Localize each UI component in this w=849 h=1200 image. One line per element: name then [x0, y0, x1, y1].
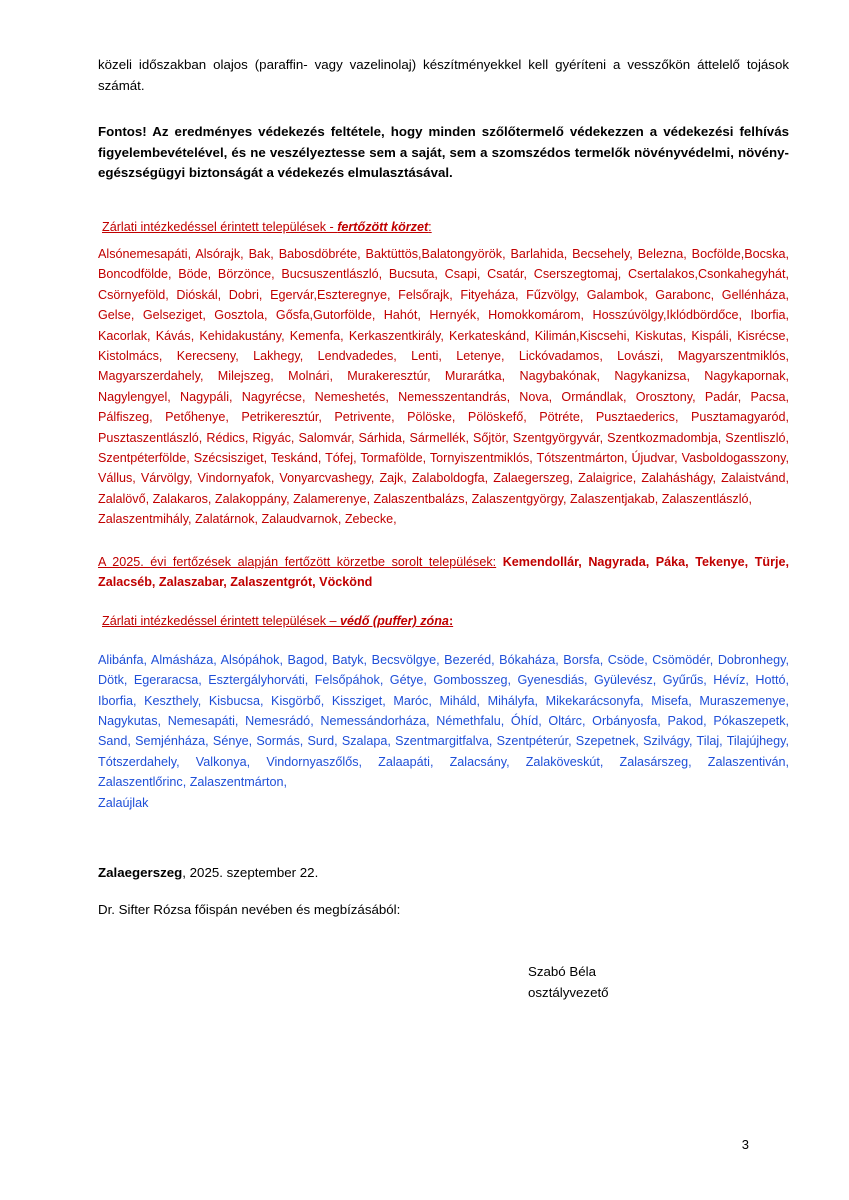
spacer	[98, 880, 789, 902]
spacer	[98, 843, 789, 865]
buffer-heading-emphasis: védő (puffer) zóna	[340, 613, 449, 628]
section-heading-buffer-zone	[98, 614, 789, 628]
settlement-list-infected-body: Alsónemesapáti, Alsórajk, Bak, Babosdöbréte, Baktüttös,Balatongyörök, Barlahida, Becsehely, Belezna, Bocfölde,Bocska, Boncodfölde, Böde, Börzönce, Bucsuszentlászló, Bucsuta, Csapi, Csatár, Cserszegtomaj, Csertalakos,Csonkahegyhát, Csörnyeföld, Dióskál, Dobri, Egervár,Eszteregnye, Felsőrajk, Fityeháza, Fűzvölgy, Galambok, Garabonc, Gellénháza, Gelse, Gelseziget, Gosztola, Gősfa,Gutorfölde, Hahót, Hernyék, Homokkomárom, Hosszúvölgy,Iklódbördőce, Iborfia, Kacorlak, Kávás, Kehidakustány, Kemenfa, Kerkaszentkirály, Kerkateskánd, Kilimán,Kiscsehi, Kiskutas, Kispáli, Kisrécse, Kistolmács, Kerecseny, Lakhegy, Lendvadedes, Lenti, Letenye, Lickóvadamos, Lovászi, Magyarszentmiklós, Magyarszerdahely, Milejszeg, Molnári, Murakeresztúr, Murarátka, Nagybakónak, Nagykanizsa, Nagykapornak, Nagylengyel, Nagypáli, Nagyrécse, Nemeshetés, Nemesszentandrás, Nova, Ormándlak, Orosztony, Padár, Pacsa, Pálfiszeg, Petőhenye, Petrikeresztúr, Petrivente, Pölöske, Pölöskefő, Pötréte, Pusztaederics, Pusztamagyaród, Pusztaszentlászló, Rédics, Rigyác, Salomvár, Sárhida, Sármellék, Sőjtör, Szentgyörgyvár, Szentkozmadombja, Szentliszló, Szentpéterfölde, Szécsisziget, Teskánd, Tófej, Tormafölde, Tornyiszentmiklós, Tótszentmárton, Újudvar, Vasboldogasszony, Vállus, Várvölgy, Vindornyafok, Vonyarcvashegy, Zajk, Zalaboldogfa, Zalaegerszeg, Zalaigrice, Zalaháshágy, Zalaistvánd, Zalalövő, Zalakaros, Zalakoppány, Zalamerenye, Zalaszentbalázs, Zalaszentgyörgy, Zalaszentjakab, Zalaszentlászló,	[98, 247, 789, 506]
settlement-list-buffer-tail: Zalaújlak	[98, 795, 149, 810]
signer-name: Szabó Béla	[528, 963, 597, 979]
paragraph-intro: közeli időszakban olajos (paraffin- vagy vazelinolaj) készítményekkel kell gyéríteni a vesszőkön áttelelő tojások számát.	[98, 57, 789, 93]
page-number: 3	[741, 1137, 749, 1152]
signature-city: Zalaegerszeg	[98, 864, 183, 880]
spacer	[98, 592, 789, 614]
spacer	[98, 530, 789, 552]
settlement-list-infected	[98, 244, 789, 529]
settlement-list-buffer	[98, 650, 789, 813]
spacer	[98, 110, 789, 122]
spacer	[98, 198, 789, 220]
buffer-heading-prefix: Zárlati intézkedéssel érintett települések –	[102, 613, 341, 628]
settlement-list-buffer-body: Alibánfa, Almásháza, Alsópáhok, Bagod, Batyk, Becsvölgye, Bezeréd, Bókaháza, Borsfa, Csöde, Csömödér, Dobronhegy, Dötk, Egeraracsa, Esztergályhorváti, Felsőpáhok, Gétye, Gombosszeg, Gyenesdiás, Gyülevész, Gyűrűs, Hévíz, Hottó, Iborfia, Keszthely, Kisbucsa, Kisgörbő, Kissziget, Maróc, Miháld, Mihályfa, Mikekarácsonyfa, Misefa, Muraszemenye, Nagykutas, Nemesapáti, Nemesrádó, Nemessándorháza, Némethfalu, Óhíd, Oltárc, Orbányosfa, Pakod, Pókaszepetk, Sand, Semjénháza, Sénye, Sormás, Surd, Szalapa, Szentmargitfalva, Szentpéterúr, Szepetnek, Szilvágy, Tilaj, Tilajújhegy, Tótszerdahely, Valkonya, Vindornyaszőlős, Zalaapáti, Zalacsány, Zalaköveskút, Zalasárszeg, Zalaszentiván, Zalaszentlőrinc, Zalaszentmárton,	[98, 652, 789, 790]
section-heading-infected-zone	[98, 220, 789, 234]
settlement-list-infected-tail: Zalaszentmihály, Zalatárnok, Zalaudvarnok, Zebecke,	[98, 512, 397, 527]
buffer-heading-suffix: :	[448, 613, 454, 628]
spacer	[98, 813, 789, 843]
signature-date: , 2025. szeptember 22.	[182, 864, 319, 880]
signature-block	[98, 961, 789, 1004]
spacer	[98, 638, 789, 650]
note-2025-lead: A 2025. évi fertőzések alapján fertőzött körzetbe sorolt települések:	[98, 554, 497, 569]
section-heading-prefix: Zárlati intézkedéssel érintett települések -	[102, 220, 338, 235]
section-heading-emphasis: fertőzött körzet	[337, 220, 429, 235]
paragraph-fontos: Fontos! Az eredményes védekezés feltétele, hogy minden szőlőtermelő védekezzen a védekezési felhívás figyelembevételével, és ne veszélyeztesse sem a saját, sem a szomszédos termelők növényvédelmi, növény-egészségügyi biztonságát a védekezés elmulasztásával.	[98, 124, 789, 181]
note-2025-infected	[98, 552, 789, 592]
section-heading-suffix: :	[428, 220, 432, 235]
note-2025-names: Kemendollár, Nagyrada, Páka, Tekenye, Türje, Zalacséb, Zalaszabar, Zalaszentgrót, Vöckönd	[98, 554, 790, 589]
signature-place-date	[98, 865, 789, 880]
signature-on-behalf: Dr. Sifter Rózsa főispán nevében és megbízásából:	[98, 901, 401, 917]
signer-title: osztályvezető	[528, 985, 609, 1001]
